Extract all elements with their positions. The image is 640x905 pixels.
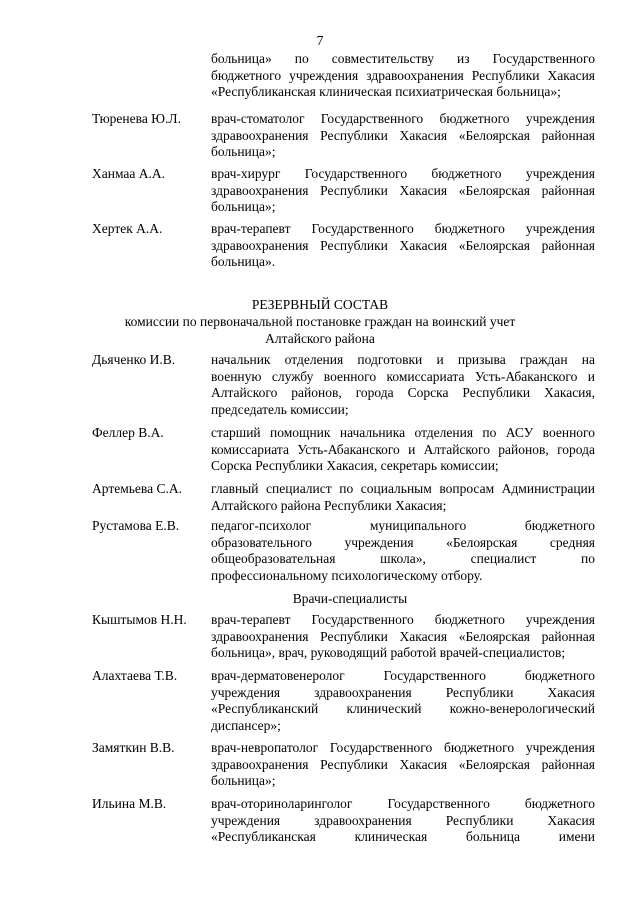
member-position xyxy=(211,796,595,846)
text-line: «Республиканская клиническая психиатрическая больница»; xyxy=(211,84,561,99)
text-line: военную службу военного комиссариата Усть-Абаканского и xyxy=(211,368,595,384)
text-line: больница», врач, руководящий работой врачей-специалистов; xyxy=(211,645,566,660)
text-line: больница»; xyxy=(211,199,276,214)
member-position xyxy=(211,668,595,734)
text-line: учреждения здравоохранения Республики Хакасия xyxy=(211,812,595,828)
text-line: здравоохранения Республики Хакасия «Белоярская районная xyxy=(211,182,595,198)
member-position xyxy=(211,111,595,161)
text-line: начальник отделения подготовки и призыва граждан на xyxy=(211,352,595,367)
text-line: больница»; xyxy=(211,144,276,159)
text-line: бюджетного учреждения здравоохранения Республики Хакасия xyxy=(211,67,595,83)
text-line: врач-терапевт Государственного бюджетного учреждения xyxy=(211,612,595,627)
text-line: здравоохранения Республики Хакасия «Белоярская районная xyxy=(211,756,595,772)
member-name: Тюренева Ю.Л. xyxy=(92,111,181,126)
text-line: педагог-психолог муниципального бюджетного xyxy=(211,518,595,533)
text-line: больница»; xyxy=(211,773,276,788)
page-number: 7 xyxy=(316,33,324,48)
text-line: врач-оториноларинголог Государственного бюджетного xyxy=(211,796,595,811)
text-line: Алтайского района Республики Хакасия; xyxy=(211,497,447,513)
member-position xyxy=(211,166,595,216)
text-line: больница». xyxy=(211,254,276,269)
text-line: диспансер»; xyxy=(211,717,281,733)
continuation-description xyxy=(211,51,595,101)
member-position xyxy=(211,221,595,271)
text-line: Сорска Республики Хакасия, секретарь комиссии; xyxy=(211,458,499,473)
member-name: Рустамова Е.В. xyxy=(92,518,180,533)
text-line: здравоохранения Республики Хакасия «Белоярская районная xyxy=(211,628,595,644)
reserve-subtitle: комиссии по первоначальной постановке граждан на воинский учет xyxy=(124,314,516,329)
member-name: Артемьева С.А. xyxy=(92,481,182,496)
text-line: больница» по совместительству из Государственного xyxy=(211,51,595,66)
text-line: Алтайского районов, города Сорска Республики Хакасия, xyxy=(211,385,595,400)
text-line: главный специалист по социальным вопросам Администрации xyxy=(211,481,595,496)
text-line: врач-невропатолог Государственного бюджетного учреждения xyxy=(211,740,595,755)
member-position xyxy=(211,352,595,418)
member-name: Феллер В.А. xyxy=(92,425,164,440)
doctors-heading: Врачи-специалисты xyxy=(292,591,408,606)
member-name: Ильина М.В. xyxy=(92,796,167,811)
text-line: образовательного учреждения «Белоярская средняя xyxy=(211,534,595,550)
text-line: старший помощник начальника отделения по АСУ военного xyxy=(211,425,595,440)
member-name: Замяткин В.В. xyxy=(92,740,175,755)
reserve-subtitle-district: Алтайского района xyxy=(265,331,375,346)
member-name: Дьяченко И.В. xyxy=(92,352,176,367)
text-line: комиссариата Усть-Абаканского и Алтайского районов, города xyxy=(211,441,595,457)
text-line: председатель комиссии; xyxy=(211,401,349,417)
member-name: Кыштымов Н.Н. xyxy=(92,612,187,627)
text-line: учреждения здравоохранения Республики Хакасия xyxy=(211,684,595,700)
member-position xyxy=(211,612,595,662)
reserve-title: РЕЗЕРВНЫЙ СОСТАВ xyxy=(251,297,389,312)
text-line: профессиональному психологическому отбору. xyxy=(211,567,483,583)
text-line: врач-терапевт Государственного бюджетного учреждения xyxy=(211,221,595,236)
member-name: Алахтаева Т.В. xyxy=(92,668,178,683)
member-name: Хертек А.А. xyxy=(92,221,163,236)
text-line: общеобразовательная школа», специалист по xyxy=(211,551,595,566)
member-position xyxy=(211,481,595,514)
member-position xyxy=(211,425,595,475)
member-position xyxy=(211,518,595,584)
text-line: «Республиканская клиническая больница имени xyxy=(211,829,595,844)
member-name: Ханмаа А.А. xyxy=(92,166,166,181)
text-line: врач-стоматолог Государственного бюджетного учреждения xyxy=(211,111,595,126)
text-line: здравоохранения Республики Хакасия «Белоярская районная xyxy=(211,237,595,253)
text-line: врач-хирург Государственного бюджетного учреждения xyxy=(211,166,595,181)
text-line: «Республиканский клинический кожно-венерологический xyxy=(211,701,595,716)
text-line: здравоохранения Республики Хакасия «Белоярская районная xyxy=(211,127,595,143)
member-position xyxy=(211,740,595,790)
text-line: врач-дерматовенеролог Государственного бюджетного xyxy=(211,668,595,683)
